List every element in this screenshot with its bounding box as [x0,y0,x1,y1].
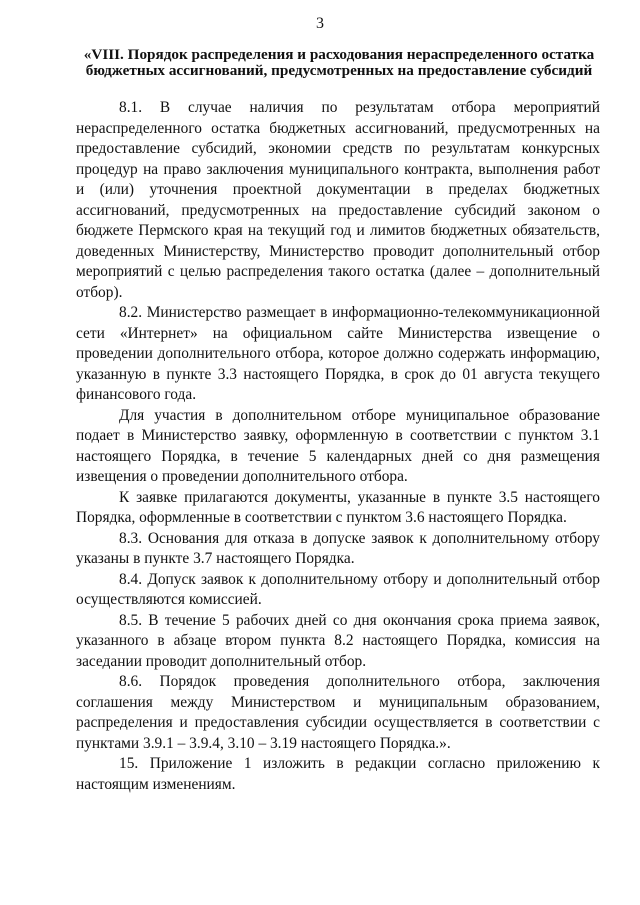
document-body [76,98,600,795]
page-number: 3 [316,15,324,32]
paragraph-8-1: 8.1. В случае наличия по результатам отбора мероприятий нераспределенного остатка бюджетных ассигнований, предусмотренных на предоставление субсидий, экономии средств по результатам конкурсных процедур на право заключения муниципального контракта, выполнения работ и (или) уточнения проектной документации в пределах бюджетных ассигнований, предусмотренных на предоставление субсидий законом о бюджете Пермского края на текущий год и лимитов бюджетных обязательств, доведенных Министерству, Министерство проводит дополнительный отбор мероприятий с целью распределения такого остатка (далее – дополнительный отбор). [76,99,600,301]
paragraph-8-6: 8.6. Порядок проведения дополнительного отбора, заключения соглашения между Министерством и муниципальным образованием, распределения и предоставления субсидии осуществляется в соответствии с пунктами 3.9.1 – 3.9.4, 3.10 – 3.19 настоящего Порядка.». [76,673,600,752]
paragraph-8-2: 8.2. Министерство размещает в информационно-телекоммуникационной сети «Интернет» на официальном сайте Министерства извещение о проведении дополнительного отбора, которое должно содержать информацию, указанную в пункте 3.3 настоящего Порядка, в срок до 01 августа текущего финансового года. [76,304,600,403]
section-title: «VIII. Порядок распределения и расходования нераспределенного остатка бюджетных ассигнований, предусмотренных на предоставление субсидий [83,46,595,79]
paragraph-8-4: 8.4. Допуск заявок к дополнительному отбору и дополнительный отбор осуществляются комиссией. [76,570,600,608]
paragraph-application: Для участия в дополнительном отборе муниципальное образование подает в Министерство заявку, оформленную в соответствии с пунктом 3.1 настоящего Порядка, в течение 5 календарных дней со дня размещения извещения о проведении дополнительного отбора. [76,406,600,485]
paragraph-8-3: 8.3. Основания для отказа в допуске заявок к дополнительному отбору указаны в пункте 3.7 настоящего Порядка. [76,529,600,567]
paragraph-15: 15. Приложение 1 изложить в редакции согласно приложению к настоящим изменениям. [76,755,600,793]
paragraph-8-5: 8.5. В течение 5 рабочих дней со дня окончания срока приема заявок, указанного в абзаце втором пункта 8.2 настоящего Порядка, комиссия на заседании проводит дополнительный отбор. [76,611,600,670]
paragraph-attachments: К заявке прилагаются документы, указанные в пункте 3.5 настоящего Порядка, оформленные в соответствии с пунктом 3.6 настоящего Порядка. [76,488,600,526]
